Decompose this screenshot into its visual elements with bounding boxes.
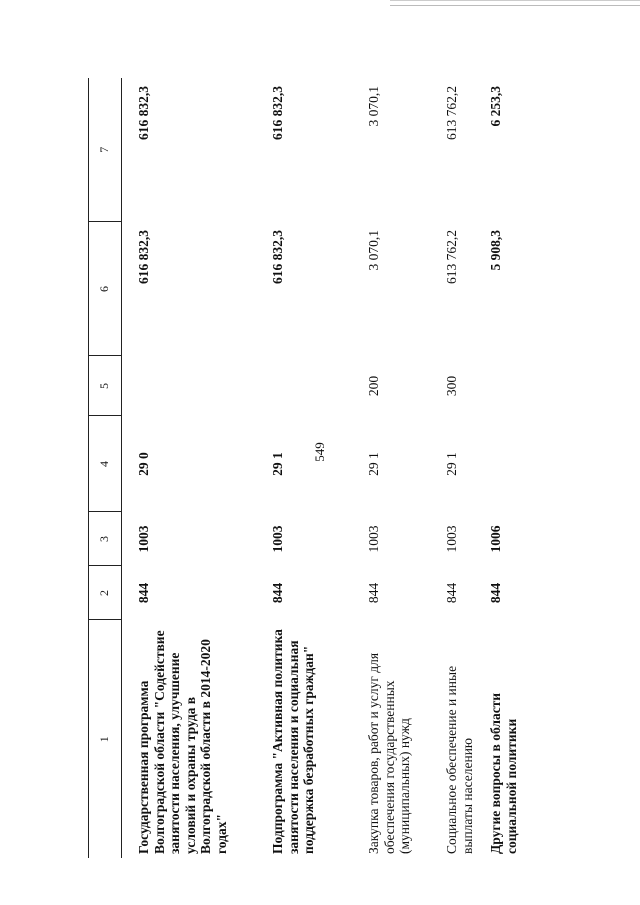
- table-row: [136, 78, 270, 858]
- cell-amount-a: 613 762,2: [444, 230, 459, 284]
- column-header-6: 6: [89, 222, 122, 356]
- cell-ministry: 844: [366, 582, 381, 604]
- row-name: Закупка товаров, работ и услуг для обеспечения государственных (муниципальных) нужд: [366, 652, 413, 854]
- cell-amount-b: 613 762,2: [444, 86, 459, 140]
- cell-expense-type: [136, 356, 270, 416]
- cell-expense-type: [270, 356, 366, 416]
- column-header-7: 7: [89, 78, 122, 222]
- cell-amount-a: 5 908,3: [488, 230, 503, 271]
- budget-table: [88, 78, 544, 858]
- column-header-5: 5: [89, 356, 122, 416]
- row-name: Другие вопросы в области социальной политики: [488, 692, 519, 854]
- scan-edge-mark: [390, 0, 640, 6]
- column-header-1: 1: [89, 620, 122, 858]
- cell-target-article: [488, 416, 544, 512]
- column-header-3: 3: [89, 512, 122, 566]
- cell-target-article: 29 0: [136, 452, 151, 476]
- cell-section: 1003: [270, 525, 285, 553]
- cell-ministry: 844: [488, 582, 503, 604]
- cell-expense-type: 300: [444, 375, 459, 397]
- cell-section: 1003: [366, 525, 381, 553]
- cell-expense-type: 200: [366, 375, 381, 397]
- column-header-4: 4: [89, 416, 122, 512]
- cell-amount-b: 616 832,3: [270, 86, 285, 140]
- cell-amount-a: 616 832,3: [270, 230, 285, 284]
- table-row: [488, 78, 544, 858]
- cell-ministry: 844: [444, 582, 459, 604]
- cell-target-article: 29 1: [270, 452, 285, 476]
- cell-target-article: 29 1: [444, 452, 459, 476]
- row-name: Социальное обеспечение и иные выплаты населению: [444, 665, 475, 854]
- row-name: Подпрограмма "Активная политика занятости населения и социальная поддержка безработных граждан": [270, 629, 317, 854]
- cell-amount-b: 3 070,1: [366, 86, 381, 127]
- cell-expense-type: [488, 356, 544, 416]
- cell-ministry: 844: [136, 582, 151, 604]
- cell-amount-a: 616 832,3: [136, 230, 151, 284]
- cell-target-article: 29 1: [366, 452, 381, 476]
- cell-section: 1006: [488, 525, 503, 553]
- column-header-2: 2: [89, 566, 122, 620]
- column-number-row: [89, 78, 122, 858]
- table-row: [366, 78, 444, 858]
- cell-amount-b: 616 832,3: [136, 86, 151, 140]
- table-row: [270, 78, 366, 858]
- cell-ministry: 844: [270, 582, 285, 604]
- cell-section: 1003: [136, 525, 151, 553]
- rotated-page-content: [88, 78, 588, 858]
- cell-amount-a: 3 070,1: [366, 230, 381, 271]
- page-number: 549: [312, 442, 327, 462]
- table-row: [444, 78, 488, 858]
- cell-section: 1003: [444, 525, 459, 553]
- cell-amount-b: 6 253,3: [488, 86, 503, 127]
- row-name: Государственная программа Волгоградской области "Содействие занятости населения, улучшение условий и охраны труда в Волгоградской области в 2014-2020 годах": [136, 630, 229, 854]
